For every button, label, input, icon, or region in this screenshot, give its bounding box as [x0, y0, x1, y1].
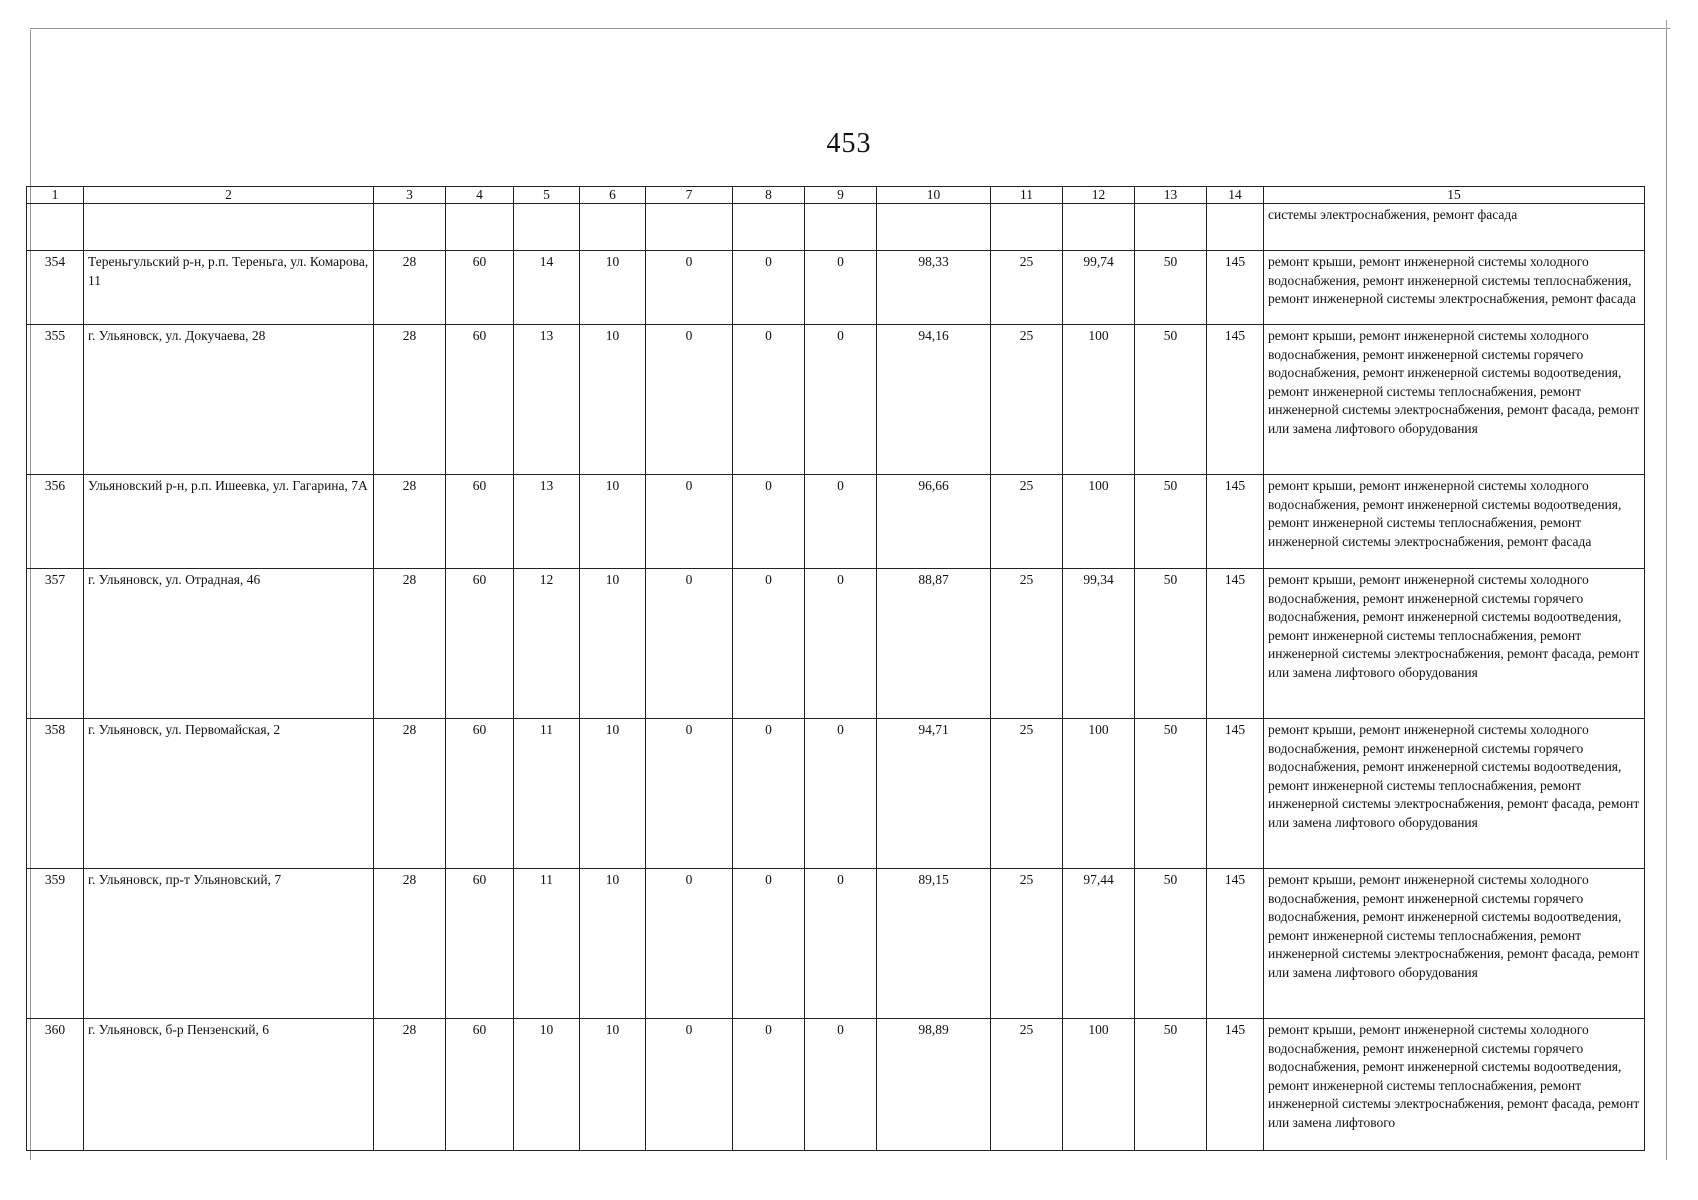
table-row — [27, 325, 1645, 475]
col-10: 98,89 — [877, 1019, 991, 1151]
column-header-11: 11 — [991, 187, 1063, 204]
col-11: 25 — [991, 1019, 1063, 1151]
row-number: 359 — [27, 869, 84, 1019]
column-header-8: 8 — [733, 187, 805, 204]
col-6: 10 — [580, 1019, 646, 1151]
col-7: 0 — [646, 869, 733, 1019]
table-row — [27, 719, 1645, 869]
col-12: 99,34 — [1063, 569, 1135, 719]
column-number-row — [27, 187, 1645, 204]
col-8: 0 — [733, 569, 805, 719]
col-11: 25 — [991, 719, 1063, 869]
col-13: 50 — [1135, 719, 1207, 869]
col-12: 100 — [1063, 1019, 1135, 1151]
col-4 — [446, 204, 514, 251]
data-table — [26, 186, 1645, 1151]
col-4: 60 — [446, 1019, 514, 1151]
address: Ульяновский р-н, р.п. Ишеевка, ул. Гагарина, 7А — [84, 475, 374, 569]
col-14: 145 — [1207, 869, 1264, 1019]
col-8: 0 — [733, 869, 805, 1019]
col-11: 25 — [991, 569, 1063, 719]
table-row — [27, 475, 1645, 569]
col-12: 100 — [1063, 325, 1135, 475]
col-10: 88,87 — [877, 569, 991, 719]
col-4: 60 — [446, 325, 514, 475]
works-list: ремонт крыши, ремонт инженерной системы холодного водоснабжения, ремонт инженерной системы теплоснабжения, ремонт инженерной системы электроснабжения, ремонт фасада — [1264, 251, 1645, 325]
row-number: 360 — [27, 1019, 84, 1151]
col-8: 0 — [733, 251, 805, 325]
col-6: 10 — [580, 719, 646, 869]
col-3: 28 — [374, 719, 446, 869]
col-11: 25 — [991, 475, 1063, 569]
table-row — [27, 569, 1645, 719]
row-number — [27, 204, 84, 251]
address — [84, 204, 374, 251]
column-header-4: 4 — [446, 187, 514, 204]
table-row — [27, 204, 1645, 251]
col-13 — [1135, 204, 1207, 251]
column-header-1: 1 — [27, 187, 84, 204]
column-header-10: 10 — [877, 187, 991, 204]
col-7: 0 — [646, 569, 733, 719]
col-4: 60 — [446, 569, 514, 719]
column-header-6: 6 — [580, 187, 646, 204]
row-number: 356 — [27, 475, 84, 569]
col-9 — [805, 204, 877, 251]
col-3: 28 — [374, 325, 446, 475]
col-10: 96,66 — [877, 475, 991, 569]
works-list: системы электроснабжения, ремонт фасада — [1264, 204, 1645, 251]
col-12 — [1063, 204, 1135, 251]
works-list: ремонт крыши, ремонт инженерной системы холодного водоснабжения, ремонт инженерной системы горячего водоснабжения, ремонт инженерной системы водоотведения, ремонт инженерной системы теплоснабжения, ремонт инженерной системы электроснабжения, ремонт фасада, ремонт или замена лифтового — [1264, 1019, 1645, 1151]
col-7: 0 — [646, 475, 733, 569]
page-number: 453 — [826, 128, 872, 159]
col-3: 28 — [374, 475, 446, 569]
col-4: 60 — [446, 251, 514, 325]
col-6: 10 — [580, 251, 646, 325]
works-list: ремонт крыши, ремонт инженерной системы холодного водоснабжения, ремонт инженерной системы горячего водоснабжения, ремонт инженерной системы водоотведения, ремонт инженерной системы теплоснабжения, ремонт инженерной системы электроснабжения, ремонт фасада, ремонт или замена лифтового оборудования — [1264, 719, 1645, 869]
col-7: 0 — [646, 251, 733, 325]
row-number: 355 — [27, 325, 84, 475]
col-3: 28 — [374, 569, 446, 719]
col-9: 0 — [805, 719, 877, 869]
col-14: 145 — [1207, 251, 1264, 325]
col-14 — [1207, 204, 1264, 251]
col-13: 50 — [1135, 569, 1207, 719]
row-number: 357 — [27, 569, 84, 719]
col-14: 145 — [1207, 475, 1264, 569]
col-14: 145 — [1207, 569, 1264, 719]
col-11: 25 — [991, 869, 1063, 1019]
col-5: 11 — [514, 869, 580, 1019]
col-8: 0 — [733, 475, 805, 569]
col-10: 89,15 — [877, 869, 991, 1019]
col-12: 99,74 — [1063, 251, 1135, 325]
col-3 — [374, 204, 446, 251]
works-list: ремонт крыши, ремонт инженерной системы холодного водоснабжения, ремонт инженерной системы горячего водоснабжения, ремонт инженерной системы водоотведения, ремонт инженерной системы теплоснабжения, ремонт инженерной системы электроснабжения, ремонт фасада, ремонт или замена лифтового оборудования — [1264, 569, 1645, 719]
col-4: 60 — [446, 475, 514, 569]
address: г. Ульяновск, б-р Пензенский, 6 — [84, 1019, 374, 1151]
col-13: 50 — [1135, 325, 1207, 475]
column-header-9: 9 — [805, 187, 877, 204]
col-10: 94,16 — [877, 325, 991, 475]
col-10: 98,33 — [877, 251, 991, 325]
col-8: 0 — [733, 1019, 805, 1151]
col-9: 0 — [805, 869, 877, 1019]
col-11: 25 — [991, 325, 1063, 475]
col-9: 0 — [805, 251, 877, 325]
col-7: 0 — [646, 325, 733, 475]
col-13: 50 — [1135, 475, 1207, 569]
col-9: 0 — [805, 475, 877, 569]
col-4: 60 — [446, 719, 514, 869]
column-header-12: 12 — [1063, 187, 1135, 204]
table-row — [27, 1019, 1645, 1151]
col-14: 145 — [1207, 1019, 1264, 1151]
row-number: 358 — [27, 719, 84, 869]
col-5: 14 — [514, 251, 580, 325]
col-4: 60 — [446, 869, 514, 1019]
address: г. Ульяновск, ул. Докучаева, 28 — [84, 325, 374, 475]
column-header-7: 7 — [646, 187, 733, 204]
col-10 — [877, 204, 991, 251]
col-3: 28 — [374, 1019, 446, 1151]
col-7: 0 — [646, 1019, 733, 1151]
column-header-2: 2 — [84, 187, 374, 204]
col-8 — [733, 204, 805, 251]
col-6: 10 — [580, 869, 646, 1019]
address: г. Ульяновск, ул. Отрадная, 46 — [84, 569, 374, 719]
column-header-5: 5 — [514, 187, 580, 204]
col-10: 94,71 — [877, 719, 991, 869]
col-9: 0 — [805, 325, 877, 475]
col-12: 100 — [1063, 719, 1135, 869]
col-7: 0 — [646, 719, 733, 869]
scan-frame-top — [30, 28, 1670, 29]
col-5: 13 — [514, 475, 580, 569]
col-6 — [580, 204, 646, 251]
table-row — [27, 251, 1645, 325]
col-5: 10 — [514, 1019, 580, 1151]
col-6: 10 — [580, 569, 646, 719]
col-11 — [991, 204, 1063, 251]
col-13: 50 — [1135, 1019, 1207, 1151]
col-5: 13 — [514, 325, 580, 475]
col-14: 145 — [1207, 325, 1264, 475]
column-header-13: 13 — [1135, 187, 1207, 204]
col-8: 0 — [733, 325, 805, 475]
col-3: 28 — [374, 251, 446, 325]
col-5: 11 — [514, 719, 580, 869]
col-12: 97,44 — [1063, 869, 1135, 1019]
works-list: ремонт крыши, ремонт инженерной системы холодного водоснабжения, ремонт инженерной системы водоотведения, ремонт инженерной системы теплоснабжения, ремонт инженерной системы электроснабжения, ремонт фасада — [1264, 475, 1645, 569]
col-13: 50 — [1135, 869, 1207, 1019]
col-9: 0 — [805, 1019, 877, 1151]
col-6: 10 — [580, 475, 646, 569]
column-header-14: 14 — [1207, 187, 1264, 204]
column-header-3: 3 — [374, 187, 446, 204]
row-number: 354 — [27, 251, 84, 325]
column-header-15: 15 — [1264, 187, 1645, 204]
col-12: 100 — [1063, 475, 1135, 569]
col-8: 0 — [733, 719, 805, 869]
address: Тереньгульский р-н, р.п. Тереньга, ул. Комарова, 11 — [84, 251, 374, 325]
works-list: ремонт крыши, ремонт инженерной системы холодного водоснабжения, ремонт инженерной системы горячего водоснабжения, ремонт инженерной системы водоотведения, ремонт инженерной системы теплоснабжения, ремонт инженерной системы электроснабжения, ремонт фасада, ремонт или замена лифтового оборудования — [1264, 325, 1645, 475]
scan-frame-right — [1666, 20, 1667, 1160]
col-3: 28 — [374, 869, 446, 1019]
col-7 — [646, 204, 733, 251]
address: г. Ульяновск, пр-т Ульяновский, 7 — [84, 869, 374, 1019]
col-5 — [514, 204, 580, 251]
works-list: ремонт крыши, ремонт инженерной системы холодного водоснабжения, ремонт инженерной системы горячего водоснабжения, ремонт инженерной системы водоотведения, ремонт инженерной системы теплоснабжения, ремонт инженерной системы электроснабжения, ремонт фасада, ремонт или замена лифтового оборудования — [1264, 869, 1645, 1019]
address: г. Ульяновск, ул. Первомайская, 2 — [84, 719, 374, 869]
col-5: 12 — [514, 569, 580, 719]
table-row — [27, 869, 1645, 1019]
col-11: 25 — [991, 251, 1063, 325]
col-9: 0 — [805, 569, 877, 719]
col-14: 145 — [1207, 719, 1264, 869]
col-6: 10 — [580, 325, 646, 475]
col-13: 50 — [1135, 251, 1207, 325]
